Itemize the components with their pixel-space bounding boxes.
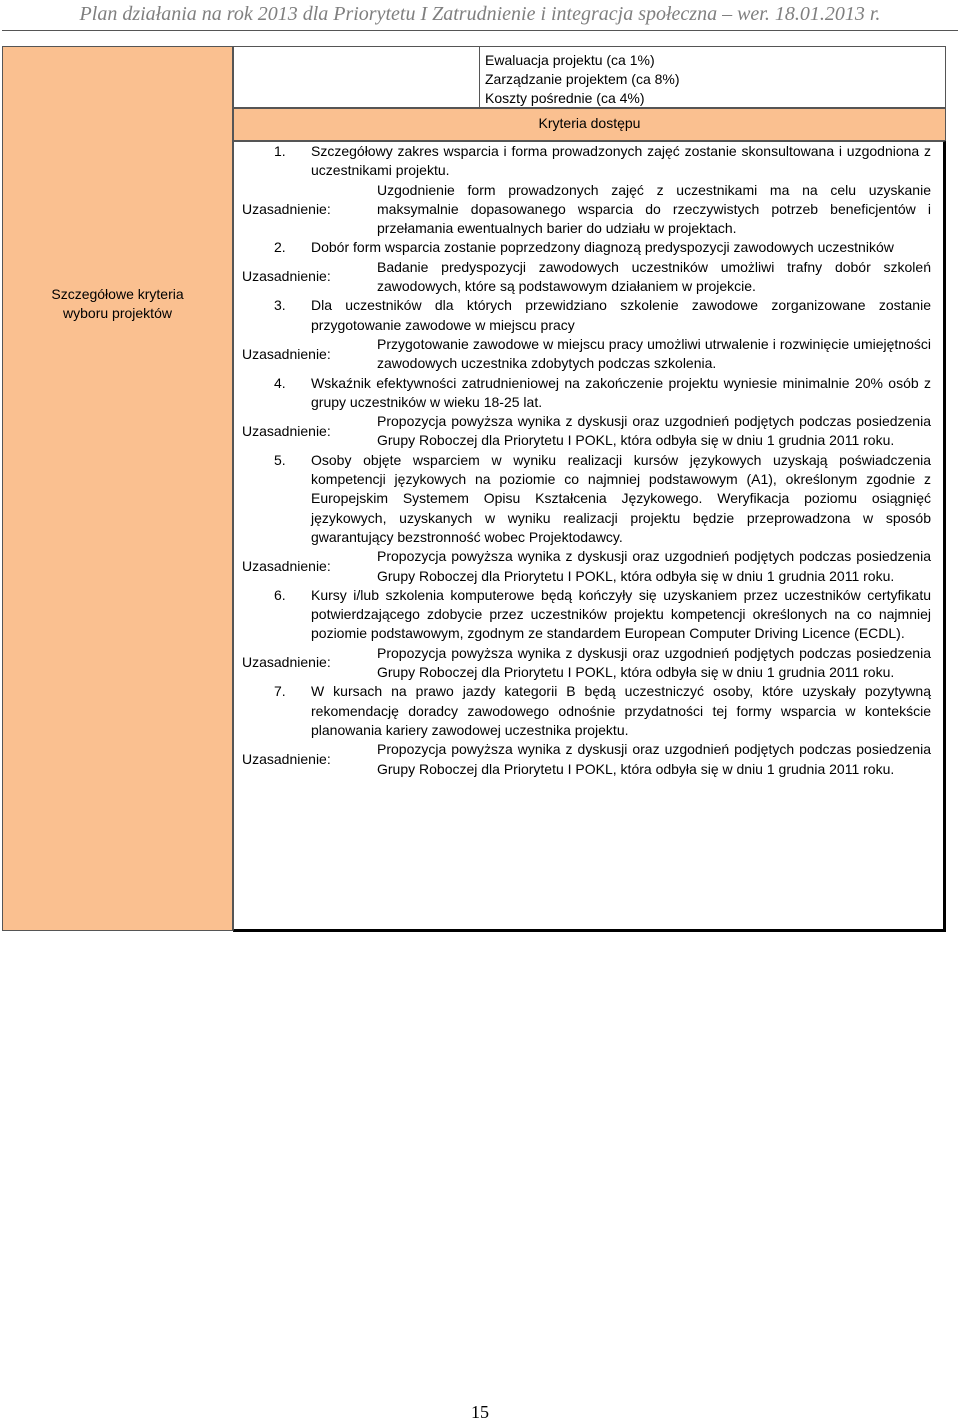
- page-number: 15: [471, 1402, 489, 1422]
- criterion-number: 4.: [274, 374, 286, 391]
- justification-label: Uzasadnienie:: [242, 750, 331, 767]
- criterion-number: 1.: [274, 143, 286, 159]
- criteria-label-line1: Szczegółowe kryteria: [51, 286, 184, 302]
- criterion-text: Dobór form wsparcia zostanie poprzedzony diagnozą predyspozycji zawodowych uczestników: [311, 239, 894, 256]
- criteria-label: [3, 285, 232, 323]
- criterion-3: [274, 296, 931, 335]
- justification-6: [234, 644, 931, 683]
- justification-text: Propozycja powyższa wynika z dyskusji oraz uzgodnień podjętych podczas posiedzenia Grupy Roboczej dla Priorytetu I POKL, która odbyła się w dniu 1 grudnia 2011 roku.: [377, 413, 931, 449]
- justification-text: Badanie predyspozycji zawodowych uczestników umożliwi trafny dobór szkoleń zawodowych, które są podstawowym działaniem w projekcie.: [377, 258, 931, 295]
- justification-label: Uzasadnienie:: [242, 422, 331, 439]
- criterion-text: W kursach na prawo jazdy kategorii B będą uczestniczyć osoby, które uzyskały pozytywną rekomendację doradcy zawodowego odnośnie przydatności tej formy wsparcia w kontekście planowania kariery zawodowej uczestnika projektu.: [311, 683, 931, 738]
- justification-3: [234, 335, 931, 374]
- criterion-number: 6.: [274, 586, 286, 603]
- criterion-1: [274, 142, 931, 181]
- justification-text: Propozycja powyższa wynika z dyskusji oraz uzgodnień podjętych podczas posiedzenia Grupy Roboczej dla Priorytetu I POKL, która odbyła się w dniu 1 grudnia 2011 roku.: [377, 548, 931, 584]
- justification-label: Uzasadnienie:: [242, 654, 331, 671]
- criterion-number: 7.: [274, 683, 286, 700]
- justification-7: [234, 740, 931, 779]
- criterion-6: [274, 586, 931, 644]
- justification-text: Propozycja powyższa wynika z dyskusji oraz uzgodnień podjętych podczas posiedzenia Grupy Roboczej dla Priorytetu I POKL, która odbyła się w dniu 1 grudnia 2011 roku.: [377, 741, 931, 777]
- page-header: Plan działania na rok 2013 dla Priorytetu I Zatrudnienie i integracja społeczna – wer. 18.01.2013 r.: [79, 3, 881, 25]
- criterion-text: Szczegółowy zakres wsparcia i forma prowadzonych zajęć zostanie skonsultowana i uzgodniona z uczestnikami projektu.: [311, 143, 931, 179]
- criterion-text: Kursy i/lub szkolenia komputerowe będą kończyły się uzyskaniem przez uczestników certyfikatu potwierdzającego zdobycie przez uczestników projektu kompetencji określonych na co najmniej poziomie podstawowym, zgodnym ze standardem European Computer Driving Licence (ECDL).: [311, 586, 931, 642]
- criterion-number: 3.: [274, 297, 286, 314]
- section-title: Kryteria dostępu: [233, 108, 946, 141]
- justification-label: Uzasadnienie:: [242, 268, 331, 285]
- criteria-content: [233, 141, 946, 932]
- justification-label: Uzasadnienie:: [242, 345, 331, 362]
- criterion-text: Osoby objęte wsparciem w wyniku realizacji kursów językowych uzyskają poświadczenia kompetencji językowych na poziomie co najmniej podstawowym (A1), określonym zgodnie z Europejskim Systemem Opisu Kształcenia Językowego. Weryfikacja poziomu osiągnięć językowych, uzyskanych w wyniku realizacji projektu będzie przeprowadzona w sposób gwarantujący bezstronność wobec Projektodawcy.: [311, 451, 931, 545]
- criterion-5: [274, 451, 931, 547]
- justification-2: [234, 258, 931, 297]
- criterion-4: [274, 374, 931, 413]
- criterion-2: [274, 238, 931, 257]
- costs-cell: [479, 46, 946, 108]
- justification-label: Uzasadnienie:: [242, 200, 331, 217]
- cost-item: Ewaluacja projektu (ca 1%): [485, 52, 655, 68]
- cost-item: Koszty pośrednie (ca 4%): [485, 90, 645, 106]
- criterion-number: 5.: [274, 451, 286, 468]
- criterion-7: [274, 682, 931, 740]
- justification-5: [234, 547, 931, 586]
- justification-text: Propozycja powyższa wynika z dyskusji oraz uzgodnień podjętych podczas posiedzenia Grupy Roboczej dla Priorytetu I POKL, która odbyła się w dniu 1 grudnia 2011 roku.: [377, 644, 931, 681]
- empty-cell: [233, 46, 480, 108]
- criteria-label-line2: wyboru projektów: [63, 305, 172, 321]
- justification-text: Przygotowanie zawodowe w miejscu pracy umożliwi utrwalenie i rozwinięcie umiejętności zawodowych uczestnika zdobytych podczas szkolenia.: [377, 335, 931, 372]
- header-rule: [2, 30, 958, 31]
- criterion-number: 2.: [274, 239, 286, 256]
- criterion-text: Dla uczestników dla których przewidziano szkolenie zawodowe zorganizowane zostanie przygotowanie zawodowe w miejscu pracy: [311, 297, 931, 333]
- criterion-text: Wskaźnik efektywności zatrudnieniowej na zakończenie projektu wyniesie minimalnie 20% osób z grupy uczestników w wieku 18-25 lat.: [311, 374, 931, 410]
- justification-text: Uzgodnienie form prowadzonych zajęć z uczestnikami ma na celu uzyskanie maksymalnie dopasowanego wsparcia do rzeczywistych potrzeb beneficjentów i przełamania ewentualnych barier do udziału w projektach.: [377, 181, 931, 237]
- justification-1: [234, 181, 931, 239]
- justification-label: Uzasadnienie:: [242, 557, 331, 574]
- cost-item: Zarządzanie projektem (ca 8%): [485, 71, 680, 87]
- justification-4: [234, 412, 931, 451]
- criteria-label-cell: [2, 46, 233, 931]
